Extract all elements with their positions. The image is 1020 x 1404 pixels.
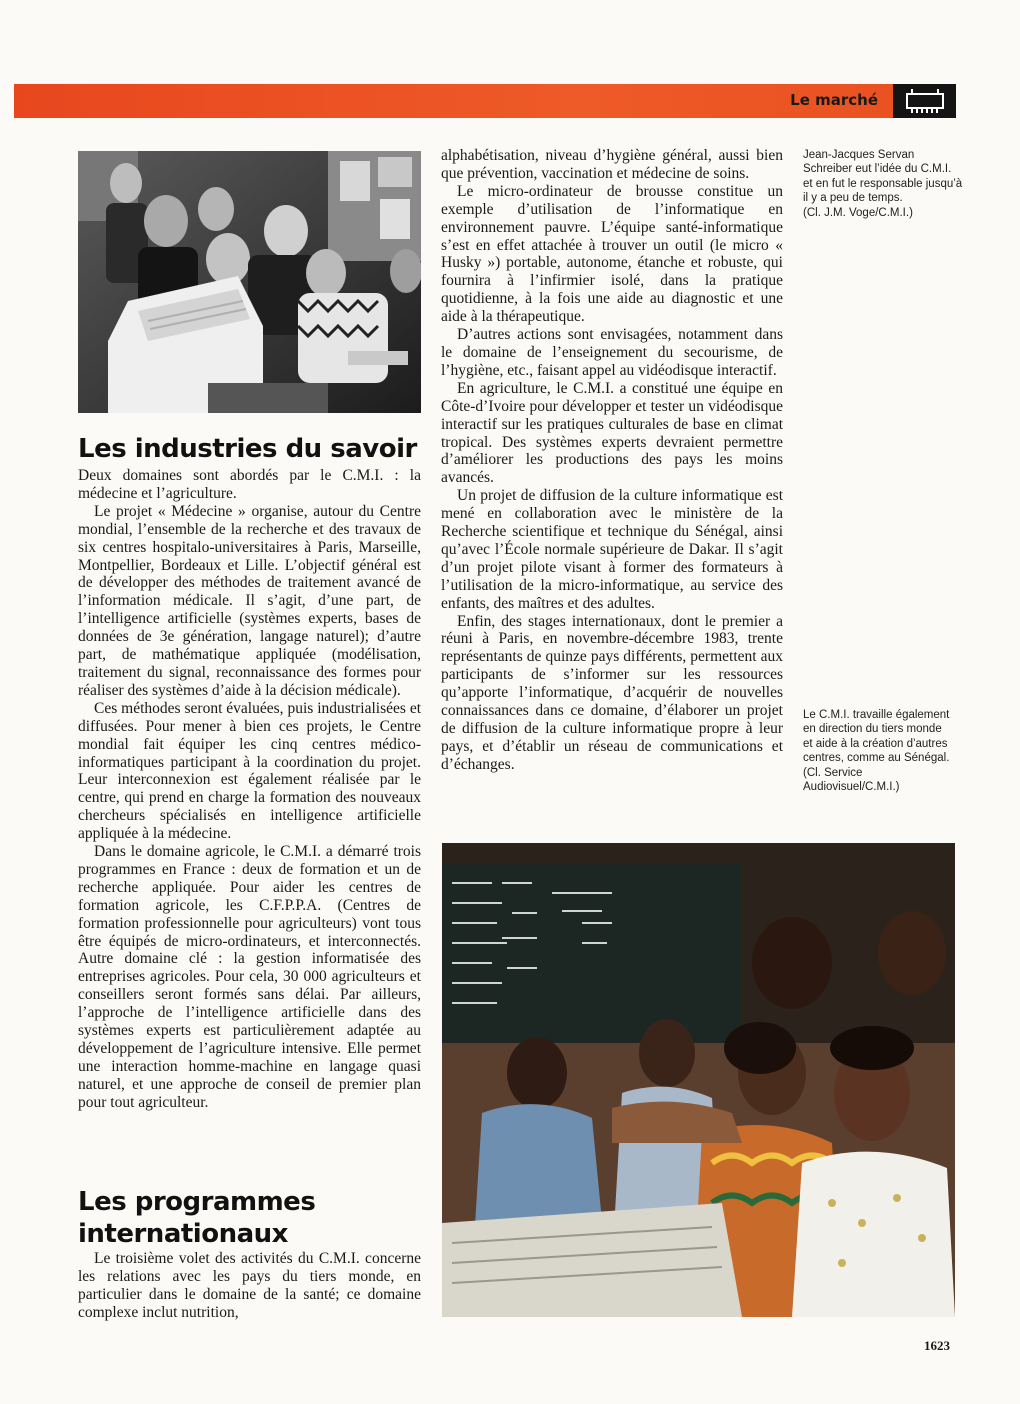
photo-caption-top xyxy=(803,148,963,220)
paragraph: Ces méthodes seront évaluées, puis industrialisées et diffusées. Pour mener à bien ces projets, le Centre mondial fait équiper les cinq centres médico-informatiques participant à la coordination du projet. Leur interconnexion est également réalisée par le centre, qui prend en charge la formation des nouveaux chercheurs spécialisés en intelligence artificielle appliquée à la médecine. xyxy=(78,699,421,843)
caption-text: Jean-Jacques Servan Schreiber eut l’idée du C.M.I. et en fut le responsable jusqu’à il y a peu de temps. xyxy=(803,149,963,205)
computer-chip-icon xyxy=(893,84,956,118)
section-header-bar xyxy=(14,84,956,118)
caption-credit: (Cl. Service Audiovisuel/C.M.I.) xyxy=(803,766,900,794)
paragraph: Deux domaines sont abordés par le C.M.I. : la médecine et l’agriculture. xyxy=(78,467,421,502)
article-column-left xyxy=(78,467,421,1112)
caption-credit: (Cl. J.M. Voge/C.M.I.) xyxy=(803,206,913,219)
group-at-computer-photo xyxy=(78,151,421,413)
children-at-computer-photo xyxy=(442,843,955,1317)
paragraph: D’autres actions sont envisagées, notamment dans le domaine de l’enseignement du secourisme, de l’hygiène, etc., faisant appel au vidéodisque interactif. xyxy=(441,326,783,379)
heading-line: internationaux xyxy=(78,1219,288,1249)
section-heading-international xyxy=(78,1186,315,1250)
paragraph: Enfin, des stages internationaux, dont le premier a réuni à Paris, en novembre-décembre 1983, trente représentants de quinze pays différents, permettent aux participants de s’informer sur les ressources qu’apporte l’informatique, d’acquérir de nouvelles connaissances dans ce domaine, d’élaborer un projet de diffusion de la culture informatique propre à leur pays, et d’établir un réseau de communications et d’échanges. xyxy=(441,612,783,773)
page-number: 1623 xyxy=(924,1338,950,1353)
paragraph: Le micro-ordinateur de brousse constitue un exemple d’utilisation de l’informatique en environnement pauvre. L’équipe santé-informatique s’est en effet attachée à trouver un outil (le micro « Husky ») portable, autonome, étanche et robuste, qui fournira à l’infirmier isolé, dans la pratique quotidienne, à la fois une aide au diagnostic et une aide à la thérapeutique. xyxy=(441,182,783,326)
paragraph: Un projet de diffusion de la culture informatique est mené en collaboration avec le ministère de la Recherche scientifique et technique du Sénégal, ainsi qu’avec l’École normale supérieure de Dakar. Il s’agit d’un projet pilote visant à former des formateurs à l’utilisation de la micro-informatique, au service des enfants, des maîtres et des adultes. xyxy=(441,487,783,612)
paragraph: alphabétisation, niveau d’hygiène général, aussi bien que prévention, vaccination et médecine de soins. xyxy=(441,147,783,182)
photo-caption-bottom xyxy=(803,708,953,794)
paragraph: Le projet « Médecine » organise, autour du Centre mondial, l’ensemble de la recherche et des travaux de six centres hospitalo-universitaires à Paris, Marseille, Montpellier, Bordeaux et Lille. L’objectif général est de développer des méthodes de traitement avancé de l’information médicale. Il s’agit, d’une part, de l’intelligence artificielle (systèmes experts, bases de données de 3e génération, langage naturel); d’autre part, de mathématique appliquée (modélisation, traitement du signal, reconnaissance des formes pour réaliser des systèmes d’aide à la décision médicale). xyxy=(78,502,421,699)
article-column-middle xyxy=(441,147,783,774)
section-heading-industries: Les industries du savoir xyxy=(78,434,417,464)
paragraph: Dans le domaine agricole, le C.M.I. a démarré trois programmes en France : deux de formation et un de recherche appliquée. Pour aider les centres de formation agricole, les C.F.P.P.A. (Centres de formation professionnelle pour agriculteurs) vont tous être équipés de micro-ordinateurs, et interconnectés. Autre domaine clé : la gestion informatisée des entreprises agricoles. Pour cela, 30 000 agriculteurs et conseillers seront formés sans délai. Par ailleurs, l’approche de l’intelligence artificielle dans des systèmes experts est particulièrement adaptée au développement de l’agriculture intensive. Elle permet une interaction homme-machine en langage quasi naturel, et une approche de conseil de premier plan pour tout agriculteur. xyxy=(78,843,421,1111)
section-title: Le marché xyxy=(790,91,878,109)
paragraph: En agriculture, le C.M.I. a constitué une équipe en Côte-d’Ivoire pour développer et tester un vidéodisque interactif sur les pratiques culturales de base en climat tropical. Des systèmes experts devraient permettre d’améliorer les productions des pays les moins avancés. xyxy=(441,379,783,487)
paragraph: Le troisième volet des activités du C.M.I. concerne les relations avec les pays du tiers monde, en particulier dans le domaine de la santé; ce domaine complexe inclut nutrition, xyxy=(78,1250,421,1321)
heading-line: Les programmes xyxy=(78,1187,316,1217)
caption-text: Le C.M.I. travaille également en direction du tiers monde et aide à la création d’autres centres, comme au Sénégal. xyxy=(803,709,950,765)
article-column-left-bottom xyxy=(78,1250,421,1322)
